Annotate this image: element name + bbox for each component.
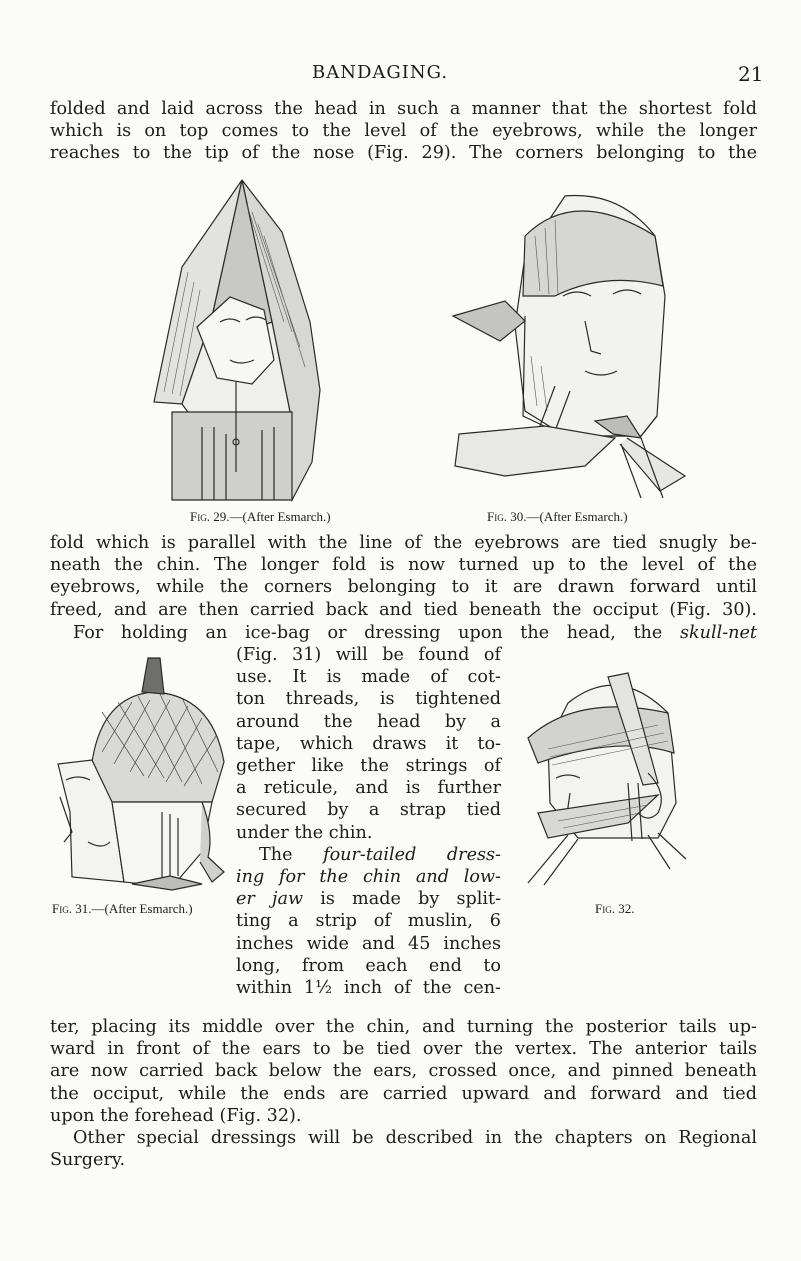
page-number: 21 [738, 62, 764, 86]
paragraph-1 [50, 98, 757, 165]
figure-31-illustration [52, 652, 232, 892]
italic-term: skull-net [679, 623, 757, 643]
figure-label: Fig. 30. [487, 509, 527, 524]
text-line [236, 888, 501, 910]
figure-30-caption [487, 509, 628, 525]
head-draped-cloth-illustration [142, 172, 322, 502]
running-title: BANDAGING. [312, 62, 449, 83]
paragraph-2 [50, 532, 757, 621]
text-line: fold which is parallel with the line of the eyebrows are tied snugly be- [50, 533, 757, 553]
text-line: around the head by a [236, 711, 501, 732]
text-line: ter, placing its middle over the chin, and turning the posterior tails up- [50, 1017, 757, 1037]
text-run: is made by split- [320, 889, 502, 910]
head-bandage-tied-illustration [445, 176, 690, 501]
figure-source: —(After Esmarch.) [91, 901, 193, 916]
paragraph-5 [50, 1127, 757, 1171]
figure-32-illustration [508, 663, 688, 893]
figure-29-illustration [142, 172, 322, 502]
text-line: Other special dressings will be described in the chapters on Regional [73, 1128, 757, 1148]
skull-net-illustration [52, 652, 232, 892]
text-line [236, 866, 501, 888]
text-line: a reticule, and is further [236, 778, 501, 799]
text-line: reaches to the tip of the nose (Fig. 29). The corners belonging to the [50, 143, 757, 164]
figure-source: —(After Esmarch.) [526, 509, 628, 524]
italic-term: ing for the chin and low- [236, 867, 501, 888]
figure-label: Fig. 32. [595, 901, 635, 916]
paragraph-3-narrow-column [236, 644, 501, 999]
text-line: ton threads, is tightened [236, 689, 501, 710]
text-line: are now carried back below the ears, crossed once, and pinned beneath [50, 1061, 757, 1082]
figure-30-illustration [445, 176, 690, 501]
figure-source: —(After Esmarch.) [229, 509, 331, 524]
text-line: the occiput, while the ends are carried upward and forward and tied [50, 1083, 757, 1104]
text-run: The [259, 844, 293, 865]
text-line: ting a strip of muslin, 6 [236, 911, 501, 932]
text-line: which is on top comes to the level of the eyebrows, while the longer [50, 121, 757, 142]
text-line: ward in front of the ears to be tied over the vertex. The anterior tails [50, 1039, 757, 1060]
page-header [0, 60, 801, 90]
text-line: use. It is made of cot- [236, 667, 501, 688]
text-line: within 1½ inch of the cen- [236, 978, 501, 999]
figure-31-caption [52, 901, 193, 917]
text-line: eyebrows, while the corners belonging to it are drawn forward until [50, 577, 757, 598]
figure-32-caption [595, 901, 634, 917]
italic-term: four-tailed dress- [323, 844, 501, 865]
text-line: tape, which draws it to- [236, 733, 501, 754]
figure-29-caption [190, 509, 331, 525]
text-line: under the chin. [236, 822, 373, 843]
paragraph-3-first-line [73, 622, 757, 644]
figure-label: Fig. 31. [52, 901, 92, 916]
text-line: freed, and are then carried back and tied beneath the occiput (Fig. 30). [50, 599, 757, 620]
text-line: gether like the strings of [236, 756, 501, 777]
text-line: inches wide and 45 inches [236, 933, 501, 954]
four-tailed-dressing-illustration [508, 663, 688, 893]
italic-term: er jaw [236, 889, 304, 910]
text-line [73, 622, 757, 644]
text-line: (Fig. 31) will be found of [236, 645, 501, 665]
text-line: upon the forehead (Fig. 32). [50, 1105, 302, 1126]
text-line: secured by a strap tied [236, 800, 501, 821]
text-run: For holding an ice-bag or dressing upon the head, the [73, 623, 663, 643]
text-line: long, from each end to [236, 955, 501, 976]
text-line: folded and laid across the head in such a manner that the shortest fold [50, 99, 757, 119]
text-line: neath the chin. The longer fold is now turned up to the level of the [50, 555, 757, 576]
paragraph-4-wide-lines [50, 1016, 757, 1127]
figure-label: Fig. 29. [190, 509, 230, 524]
text-line: Surgery. [50, 1150, 126, 1171]
text-line [236, 844, 501, 866]
